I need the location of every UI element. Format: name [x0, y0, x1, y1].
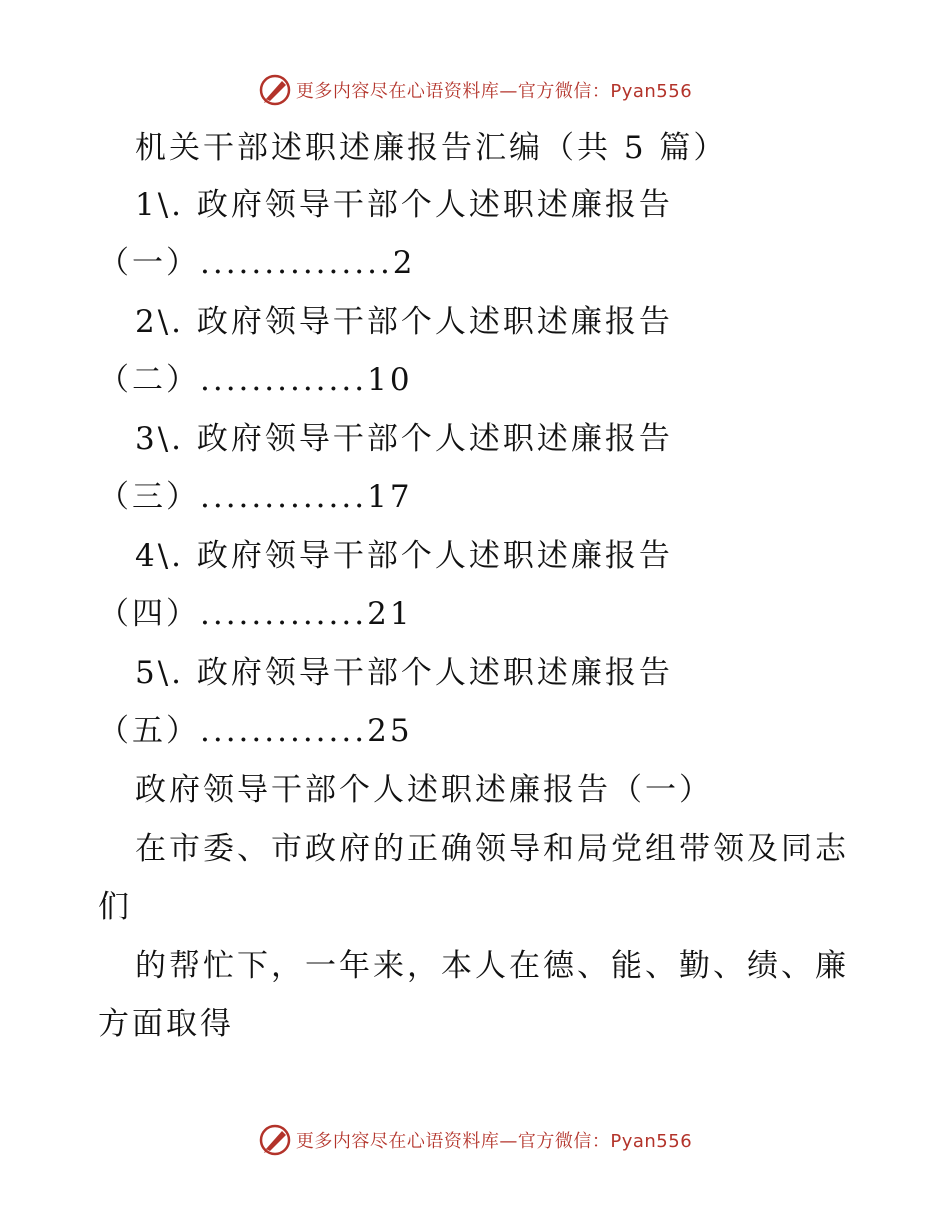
body-line-4: 方面取得 — [98, 1006, 234, 1042]
watermark-text: 更多内容尽在心语资料库—官方微信：Pyan556 — [295, 81, 693, 102]
toc-item-2-page: （二）.............10 — [98, 362, 413, 398]
body-line-1: 在市委、市政府的正确领导和局党组带领及同志 — [135, 831, 849, 867]
document-title: 机关干部述职述廉报告汇编（共 5 篇） — [135, 130, 728, 166]
toc-item-5-page: （五）.............25 — [98, 713, 413, 749]
footer-watermark — [0, 1120, 950, 1160]
section-heading: 政府领导干部个人述职述廉报告（一） — [135, 772, 713, 808]
toc-item-4-page: （四）.............21 — [98, 596, 413, 632]
toc-item-1-page: （一）...............2 — [98, 245, 416, 281]
toc-item-1-title: 1\. 政府领导干部个人述职述廉报告 — [135, 187, 673, 223]
toc-item-3-page: （三）.............17 — [98, 479, 413, 515]
pen-logo-icon — [258, 73, 292, 107]
toc-item-5-title: 5\. 政府领导干部个人述职述廉报告 — [135, 655, 673, 691]
toc-item-2-title: 2\. 政府领导干部个人述职述廉报告 — [135, 304, 673, 340]
header-watermark — [0, 70, 950, 110]
pen-logo-icon — [258, 1123, 292, 1157]
body-line-3: 的帮忙下，一年来，本人在德、能、勤、绩、廉 — [135, 948, 849, 984]
toc-item-4-title: 4\. 政府领导干部个人述职述廉报告 — [135, 538, 673, 574]
watermark-text: 更多内容尽在心语资料库—官方微信：Pyan556 — [295, 1131, 693, 1152]
toc-item-3-title: 3\. 政府领导干部个人述职述廉报告 — [135, 421, 673, 457]
body-line-2: 们 — [98, 889, 132, 925]
